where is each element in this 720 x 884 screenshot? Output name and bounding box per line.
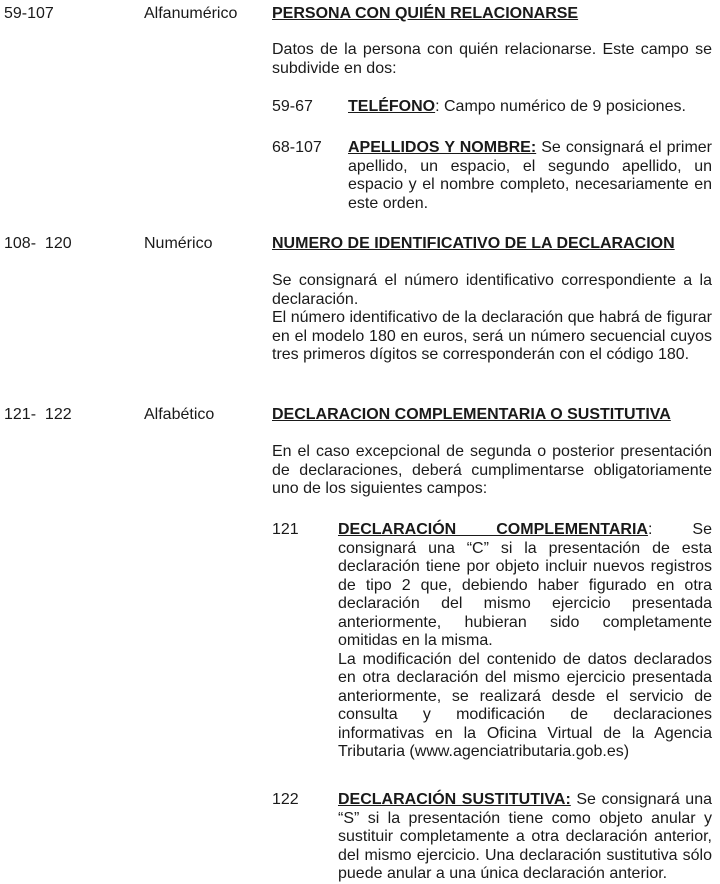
- subfield-description: [338, 521, 712, 762]
- subfield-note: La modificación del contenido de datos declarados en otra declaración del mismo ejercicio presentada anteriormente, se realizará desde el servicio de consulta y modificación de declaraciones informativas en la Oficina Virtual de la Agencia Tributaria (www.agenciatributaria.gob.es): [338, 650, 712, 760]
- subfield-title: DECLARACIÓN SUSTITUTIVA:: [338, 791, 571, 808]
- subfield-position: 68-107: [272, 139, 322, 156]
- field-type: Numérico: [144, 235, 213, 252]
- field-position: 59-107: [4, 5, 54, 22]
- subfield-title: APELLIDOS Y NOMBRE:: [348, 139, 537, 156]
- subfield-title: TELÉFONO: [348, 98, 436, 115]
- subfield-description: [348, 139, 712, 213]
- subfield-text: Se consignará el primer apellido, un espacio, el segundo apellido, un espacio y el nombre completo, necesariamente en este orden.: [348, 139, 712, 212]
- subfield-description: [348, 98, 712, 117]
- field-position: 108- 120: [4, 235, 72, 252]
- subfield-text: : Se consignará una “C” si la presentación de esta declaración tiene por objeto incluir nuevos registros de tipo 2 que, debiendo haber figurado en otra declaración del mismo ejercicio presentada anteriormente, hubieran sido completamente omitidas en la misma.: [338, 521, 712, 649]
- subfield-title: DECLARACIÓN COMPLEMENTARIA: [338, 521, 648, 538]
- subfield-description: [338, 791, 712, 884]
- subfield-text: Se consignará una “S” si la presentación tiene como objeto anular y sustituir completamente a otra declaración anterior, del mismo ejercicio. Una declaración sustitutiva sólo puede anular a una única declaración anterior.: [338, 791, 713, 882]
- field-description: Datos de la persona con quién relacionarse. Este campo se subdivide en dos:: [272, 41, 712, 77]
- subfield-text: : Campo numérico de 9 posiciones.: [435, 98, 686, 115]
- field-title: DECLARACION COMPLEMENTARIA O SUSTITUTIVA: [272, 406, 671, 423]
- field-description: En el caso excepcional de segunda o posterior presentación de declaraciones, deberá cumplimentarse obligatoriamente uno de los siguientes campos:: [272, 443, 712, 497]
- field-description: [272, 272, 712, 365]
- subfield-position: 122: [272, 791, 299, 808]
- description-paragraph: El número identificativo de la declaración que habrá de figurar en el modelo 180 en euros, será un número secuencial cuyos tres primeros dígitos se corresponderán con el código 180.: [272, 309, 712, 363]
- field-title: PERSONA CON QUIÉN RELACIONARSE: [272, 5, 579, 22]
- subfield-position: 121: [272, 521, 299, 538]
- subfield-position: 59-67: [272, 98, 313, 115]
- field-title: NUMERO DE IDENTIFICATIVO DE LA DECLARACION: [272, 235, 675, 252]
- description-paragraph: Se consignará el número identificativo correspondiente a la declaración.: [272, 272, 712, 308]
- field-type: Alfabético: [144, 406, 215, 423]
- field-position: 121- 122: [4, 406, 72, 423]
- field-type: Alfanumérico: [144, 5, 238, 22]
